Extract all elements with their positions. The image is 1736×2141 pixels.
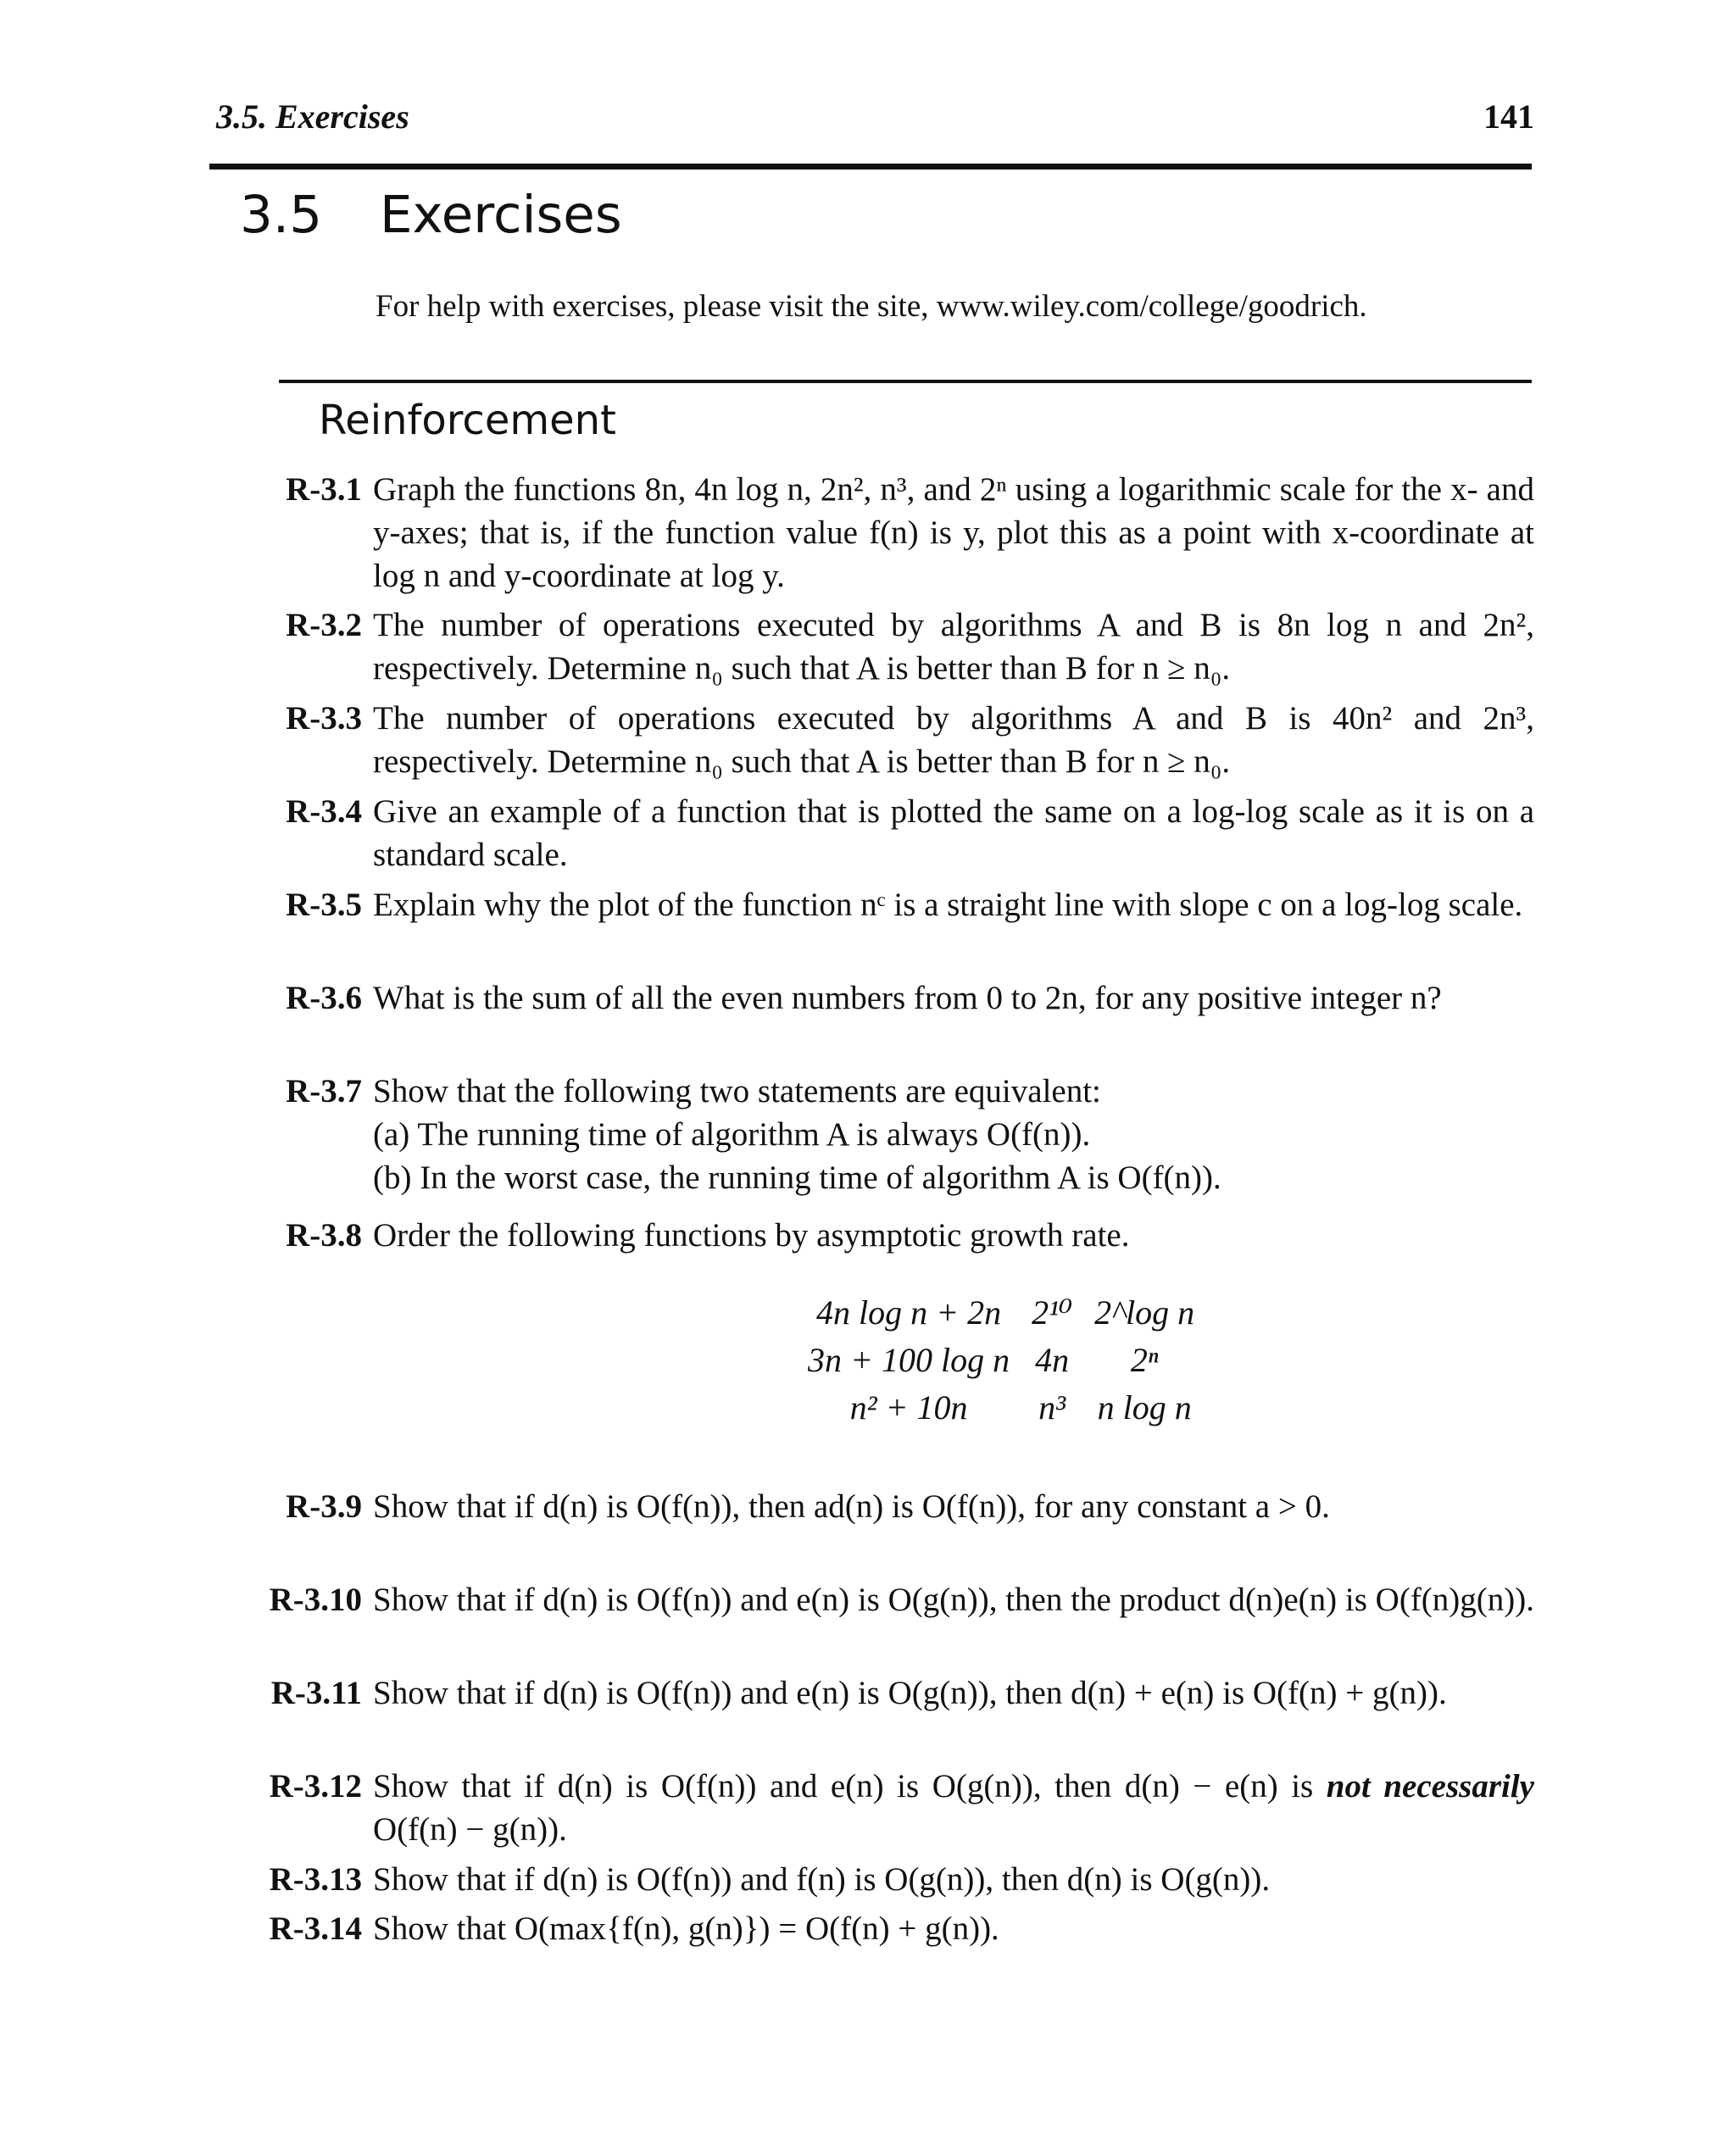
exercise-text: Show that O(max{f(n), g(n)}) = O(f(n) + g(n)).: [373, 1910, 999, 1947]
exercise-r3-10: [269, 1578, 1534, 1621]
exercise-label: R-3.13: [269, 1861, 362, 1898]
exercise-text: Order the following functions by asymptotic growth rate.: [373, 1217, 1130, 1254]
exercise-text: Graph the functions 8n, 4n log n, 2n², n³, and 2ⁿ using a logarithmic scale for the x- and y-axes; that is, if the function value f(n) is y, plot this as a point with x-coordinate at log n and y-coordinate at log y.: [373, 471, 1534, 594]
help-note: For help with exercises, please visit the site, www.wiley.com/college/goodrich.: [376, 289, 1367, 324]
exercise-label: R-3.9: [286, 1488, 362, 1525]
exercise-r3-6: [286, 976, 1534, 1020]
exercise-text: Explain why the plot of the function nᶜ is a straight line with slope c on a log-log scale.: [373, 887, 1523, 923]
running-header: [216, 97, 1534, 147]
exercise-r3-1: [286, 468, 1534, 598]
exercise-r3-5: [286, 883, 1534, 926]
exercise-text-part: O(f(n) − g(n)).: [373, 1811, 567, 1848]
table-cell: 3n + 100 log n: [808, 1340, 1010, 1379]
exercise-label: R-3.6: [286, 980, 362, 1016]
exercise-line-a: (a) The running time of algorithm A is always O(f(n)).: [373, 1116, 1091, 1153]
table-cell: 4n log n + 2n: [816, 1293, 1002, 1332]
exercise-text: The number of operations executed by algorithms A and B is 8n log n and 2n², respectively. Determine n₀ such that A is better than B for n ≥ n₀.: [373, 607, 1534, 687]
subsection-title: Reinforcement: [319, 397, 616, 444]
exercise-label: R-3.12: [269, 1768, 362, 1805]
section-title: Exercises: [380, 185, 622, 245]
table-cell: 2^log n: [1094, 1293, 1195, 1332]
table-cell: 2ⁿ: [1130, 1340, 1159, 1379]
page-number: 141: [1483, 97, 1534, 136]
exercise-text: Give an example of a function that is plotted the same on a log-log scale as it is on a standard scale.: [373, 793, 1534, 873]
exercise-text: [373, 1765, 1534, 1851]
exercise-label: R-3.1: [286, 471, 362, 508]
running-header-title: 3.5. Exercises: [216, 97, 409, 136]
exercise-text: Show that if d(n) is O(f(n)) and e(n) is O(g(n)), then d(n) + e(n) is O(f(n) + g(n)).: [373, 1675, 1447, 1711]
table-row: [797, 1288, 1205, 1336]
table-cell: 2¹⁰: [1032, 1293, 1073, 1332]
section-heading: [240, 185, 622, 245]
exercise-text: Show that the following two statements are equivalent:: [373, 1073, 1101, 1109]
exercise-text: The number of operations executed by algorithms A and B is 40n² and 2n³, respectively. Determine n₀ such that A is better than B for n ≥ n₀.: [373, 700, 1534, 780]
table-cell: n log n: [1097, 1387, 1192, 1426]
exercise-r3-11: [270, 1671, 1534, 1715]
header-rule: [209, 164, 1532, 170]
emphasis-text: not necessarily: [1326, 1768, 1534, 1805]
exercise-label: R-3.11: [270, 1675, 362, 1711]
exercise-r3-2: [286, 603, 1534, 690]
exercise-label: R-3.14: [269, 1910, 362, 1947]
exercise-label: R-3.7: [286, 1073, 362, 1109]
section-number: 3.5: [240, 185, 323, 245]
subsection-rule: [279, 380, 1532, 383]
exercise-r3-4: [286, 790, 1534, 876]
exercise-text: Show that if d(n) is O(f(n)), then ad(n) is O(f(n)), for any constant a > 0.: [373, 1488, 1330, 1525]
exercise-r3-9: [286, 1485, 1534, 1528]
table-cell: 4n: [1035, 1340, 1070, 1379]
exercise-text: Show that if d(n) is O(f(n)) and e(n) is O(g(n)), then the product d(n)e(n) is O(f(n)g(n)).: [373, 1582, 1534, 1618]
exercise-label: R-3.10: [269, 1582, 362, 1618]
table-row: [797, 1383, 1205, 1431]
table-row: [797, 1336, 1205, 1383]
exercise-label: R-3.2: [286, 607, 362, 643]
exercise-r3-13: [269, 1858, 1534, 1901]
exercise-label: R-3.3: [286, 700, 362, 737]
exercise-r3-8: [286, 1214, 1534, 1257]
exercise-r3-3: [286, 697, 1534, 783]
exercise-r3-12: [269, 1765, 1534, 1851]
exercise-r3-7: [286, 1070, 1534, 1199]
functions-table: [797, 1288, 1205, 1431]
exercise-label: R-3.4: [286, 793, 362, 830]
exercise-r3-14: [269, 1907, 1534, 1950]
exercise-text: Show that if d(n) is O(f(n)) and f(n) is O(g(n)), then d(n) is O(g(n)).: [373, 1861, 1271, 1898]
exercise-line-b: (b) In the worst case, the running time of algorithm A is O(f(n)).: [373, 1159, 1221, 1196]
exercise-label: R-3.5: [286, 887, 362, 923]
exercise-label: R-3.8: [286, 1217, 362, 1254]
exercise-text-part: Show that if d(n) is O(f(n)) and e(n) is O(g(n)), then d(n) − e(n) is: [373, 1768, 1314, 1805]
exercise-text: What is the sum of all the even numbers from 0 to 2n, for any positive integer n?: [373, 980, 1442, 1016]
table-cell: n² + 10n: [849, 1387, 968, 1426]
table-cell: n³: [1038, 1387, 1066, 1426]
